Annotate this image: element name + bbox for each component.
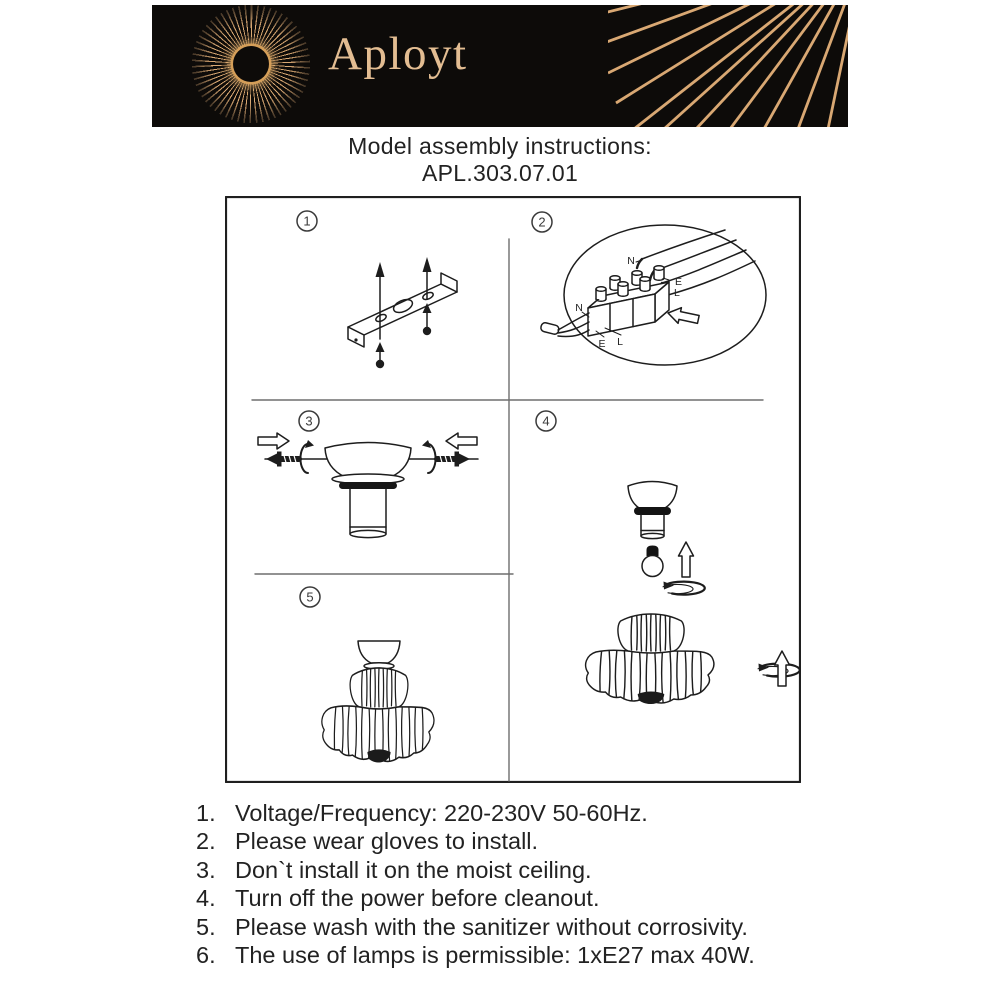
- instruction-item: [196, 856, 836, 884]
- instruction-number: 2.: [196, 828, 216, 855]
- step-2-number: 2: [538, 214, 546, 230]
- step-3-number: 3: [305, 413, 313, 429]
- wire-label-e-terminal: E: [598, 338, 606, 350]
- step-5-number: 5: [306, 589, 314, 605]
- instruction-number: 3.: [196, 856, 216, 883]
- instruction-item: [196, 913, 836, 941]
- instruction-list: [196, 799, 836, 969]
- brand-banner: [152, 5, 848, 127]
- instruction-number: 4.: [196, 885, 216, 912]
- instruction-text: Please wear gloves to install.: [235, 828, 539, 855]
- rays-decoration-icon: [608, 5, 848, 127]
- instruction-number: 5.: [196, 913, 216, 940]
- wire-label-l-incoming: L: [674, 287, 680, 299]
- sunburst-logo-icon: [192, 5, 310, 123]
- instruction-text: Don`t install it on the moist ceiling.: [235, 856, 592, 883]
- wire-label-n-incoming: N: [627, 255, 635, 267]
- instruction-text: Voltage/Frequency: 220-230V 50-60Hz.: [235, 800, 648, 826]
- instruction-item: [196, 827, 836, 855]
- assembly-diagram: [225, 196, 801, 783]
- instruction-text: The use of lamps is permissible: 1xE27 max 40W.: [235, 942, 755, 969]
- brand-name: Aployt: [328, 28, 468, 80]
- instruction-item: [196, 799, 836, 827]
- instruction-text: Please wash with the sanitizer without corrosivity.: [235, 913, 748, 940]
- wire-label-n-terminal: N: [575, 302, 583, 314]
- instruction-item: [196, 884, 836, 912]
- wire-label-e-incoming: E: [675, 276, 683, 288]
- step-1-number: 1: [303, 213, 311, 229]
- instruction-number: 1.: [196, 800, 216, 826]
- instruction-number: 6.: [196, 942, 216, 969]
- wire-label-l-terminal: L: [617, 336, 623, 348]
- instruction-item: [196, 941, 836, 969]
- sunburst-core: [233, 46, 269, 82]
- page-title: Model assembly instructions:: [348, 133, 652, 159]
- step-4-number: 4: [542, 413, 550, 429]
- diagram-frame: [226, 197, 800, 782]
- model-number: APL.303.07.01: [421, 160, 579, 186]
- instruction-text: Turn off the power before cleanout.: [235, 885, 600, 912]
